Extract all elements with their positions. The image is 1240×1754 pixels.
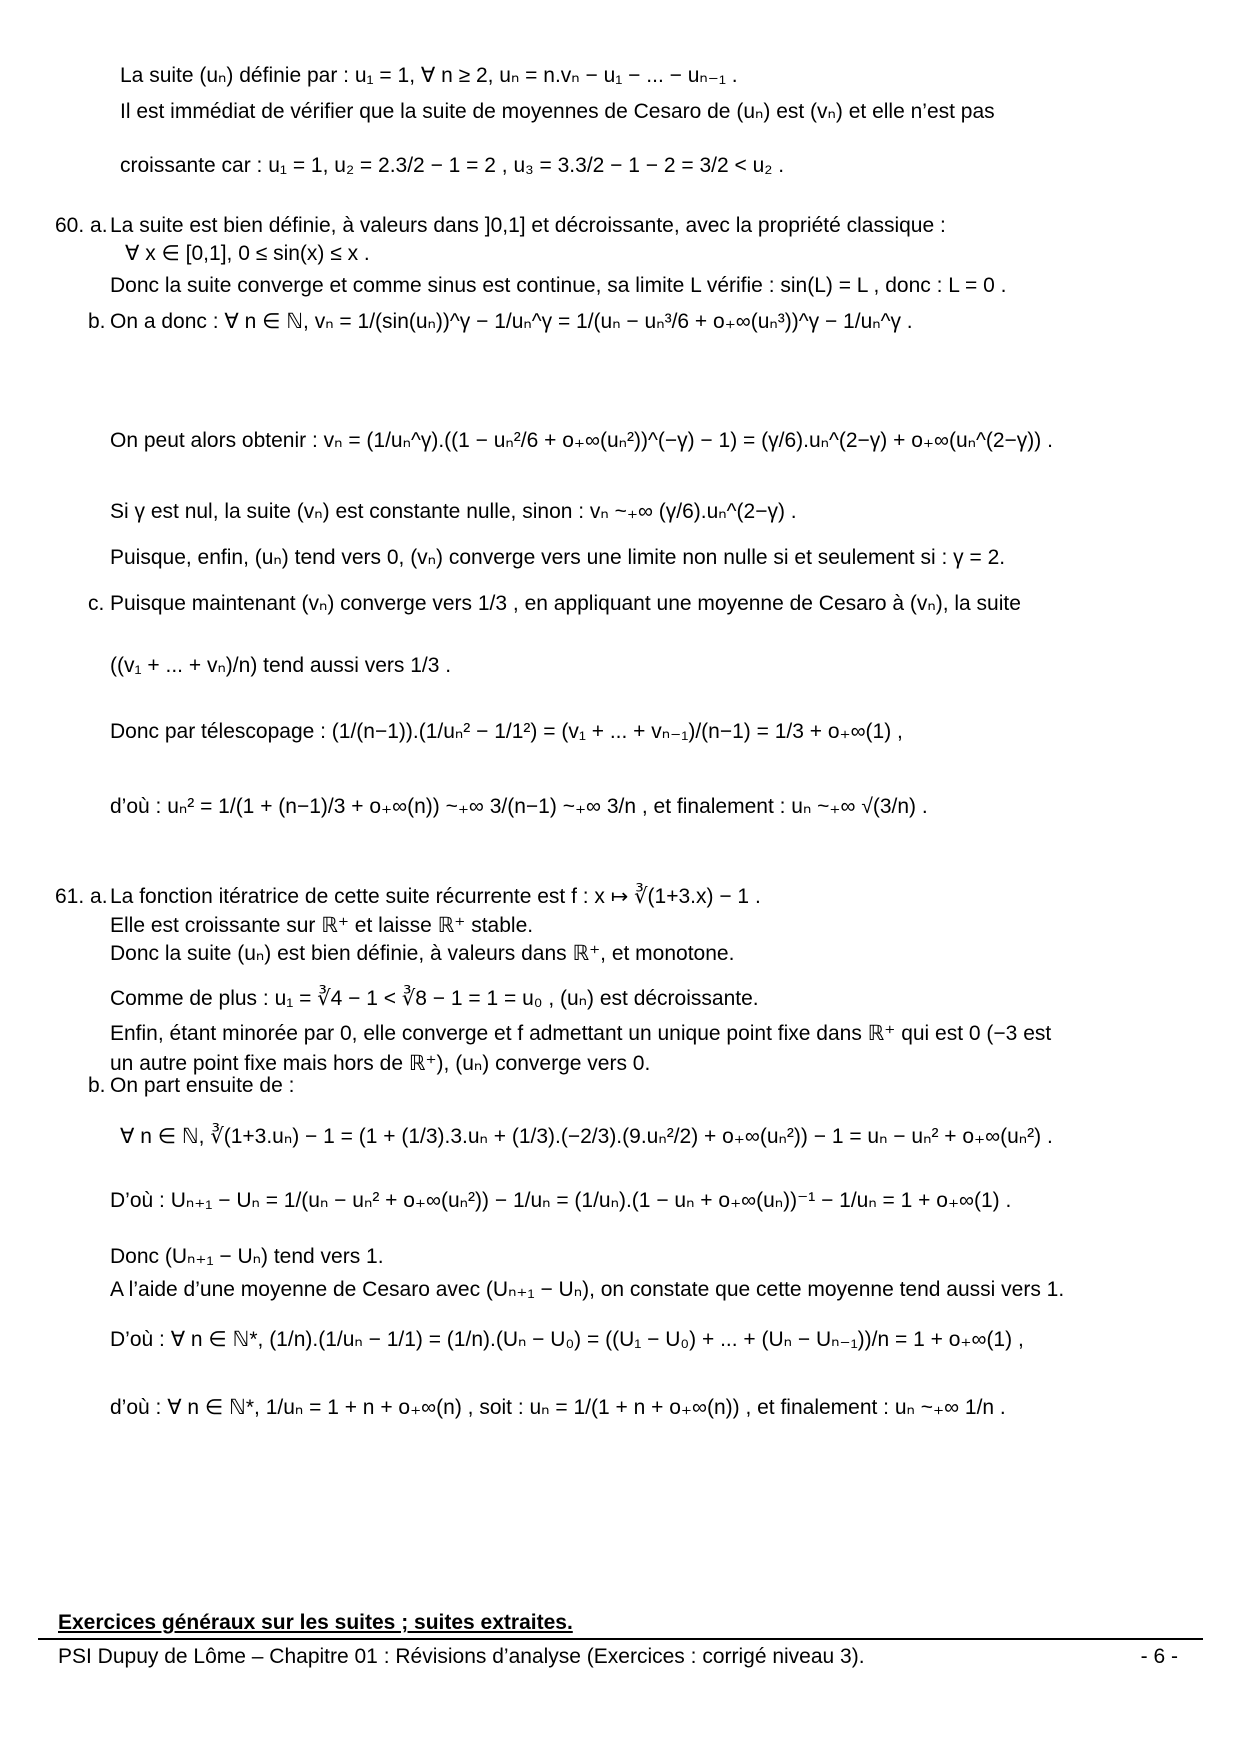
page-footer	[58, 1645, 1178, 1669]
item-number-n61b2: On part ensuite de :	[110, 1074, 295, 1097]
text-line-l01: La suite (uₙ) définie par : u₁ = 1, ∀ n ≥ 2, uₙ = n.vₙ − u₁ − ... − uₙ₋₁ .	[120, 64, 738, 87]
text-line-l02: Il est immédiat de vérifier que la suite de moyennes de Cesaro de (uₙ) est (vₙ) et elle n’est pas	[120, 100, 995, 123]
text-line-l21: ∀ n ∈ ℕ, ∛(1+3.uₙ) − 1 = (1 + (1/3).3.uₙ + (1/3).(−2/3).(9.uₙ²/2) + o₊∞(uₙ²)) − 1 = uₙ − uₙ² + o₊∞(uₙ²) .	[120, 1125, 1053, 1148]
text-line-l09: Si γ est nul, la suite (vₙ) est constante nulle, sinon : vₙ ~₊∞ (γ/6).uₙ^(2−γ) .	[110, 500, 797, 523]
text-line-l20: un autre point fixe mais hors de ℝ⁺), (uₙ) converge vers 0.	[110, 1052, 651, 1075]
text-line-l15: La fonction itératrice de cette suite récurrente est f : x ↦ ∛(1+3.x) − 1 .	[110, 885, 761, 908]
section-heading: Exercices généraux sur les suites ; suites extraites.	[58, 1611, 573, 1634]
item-number-n60a: 60. a.	[55, 214, 108, 237]
text-line-l06: Donc la suite converge et comme sinus est continue, sa limite L vérifie : sin(L) = L , donc : L = 0 .	[110, 274, 1007, 297]
text-line-l03: croissante car : u₁ = 1, u₂ = 2.3/2 − 1 = 2 , u₃ = 3.3/2 − 1 − 2 = 3/2 < u₂ .	[120, 154, 785, 177]
item-number-n61b: b.	[88, 1074, 106, 1097]
text-line-l04: La suite est bien définie, à valeurs dans ]0,1] et décroissante, avec la propriété classique :	[110, 214, 946, 237]
page-number: - 6 -	[1140, 1645, 1178, 1668]
text-line-l22: D’où : Uₙ₊₁ − Uₙ = 1/(uₙ − uₙ² + o₊∞(uₙ²)) − 1/uₙ = (1/uₙ).(1 − uₙ + o₊∞(uₙ))⁻¹ − 1/uₙ = 1 + o₊∞(1) .	[110, 1189, 1012, 1212]
item-number-n60c: c.	[88, 592, 105, 615]
footer-text: PSI Dupuy de Lôme – Chapitre 01 : Révisions d’analyse (Exercices : corrigé niveau 3).	[58, 1645, 865, 1668]
text-line-l16: Elle est croissante sur ℝ⁺ et laisse ℝ⁺ stable.	[110, 914, 534, 937]
item-number-n60b: b.	[88, 310, 106, 333]
text-line-l18: Comme de plus : u₁ = ∛4 − 1 < ∛8 − 1 = 1 = u₀ , (uₙ) est décroissante.	[110, 987, 759, 1010]
text-line-l17: Donc la suite (uₙ) est bien définie, à valeurs dans ℝ⁺, et monotone.	[110, 942, 735, 965]
text-line-l23: Donc (Uₙ₊₁ − Uₙ) tend vers 1.	[110, 1245, 384, 1268]
text-line-l14: d’où : uₙ² = 1/(1 + (n−1)/3 + o₊∞(n)) ~₊∞ 3/(n−1) ~₊∞ 3/n , et finalement : uₙ ~₊∞ √(3/n) .	[110, 795, 928, 818]
text-line-l25: D’où : ∀ n ∈ ℕ*, (1/n).(1/uₙ − 1/1) = (1/n).(Uₙ − U₀) = ((U₁ − U₀) + ... + (Uₙ − Uₙ₋₁))/n = 1 + o₊∞(1) ,	[110, 1328, 1024, 1351]
text-line-l24: A l’aide d’une moyenne de Cesaro avec (Uₙ₊₁ − Uₙ), on constate que cette moyenne tend aussi vers 1.	[110, 1278, 1065, 1301]
text-line-l07: On a donc : ∀ n ∈ ℕ, vₙ = 1/(sin(uₙ))^γ − 1/uₙ^γ = 1/(uₙ − uₙ³/6 + o₊∞(uₙ³))^γ − 1/uₙ^γ .	[110, 310, 913, 333]
item-number-n61a: 61. a.	[55, 885, 108, 908]
text-line-l10: Puisque, enfin, (uₙ) tend vers 0, (vₙ) converge vers une limite non nulle si et seulement si : γ = 2.	[110, 546, 1006, 569]
text-line-l13: Donc par télescopage : (1/(n−1)).(1/uₙ² − 1/1²) = (v₁ + ... + vₙ₋₁)/(n−1) = 1/3 + o₊∞(1) ,	[110, 720, 903, 743]
footer-rule	[38, 1638, 1203, 1640]
text-line-l11: Puisque maintenant (vₙ) converge vers 1/3 , en appliquant une moyenne de Cesaro à (vₙ), la suite	[110, 592, 1021, 615]
text-line-l05: ∀ x ∈ [0,1], 0 ≤ sin(x) ≤ x .	[125, 242, 370, 265]
text-line-l26: d’où : ∀ n ∈ ℕ*, 1/uₙ = 1 + n + o₊∞(n) , soit : uₙ = 1/(1 + n + o₊∞(n)) , et finalement : uₙ ~₊∞ 1/n .	[110, 1396, 1006, 1419]
text-line-l08: On peut alors obtenir : vₙ = (1/uₙ^γ).((1 − uₙ²/6 + o₊∞(uₙ²))^(−γ) − 1) = (γ/6).uₙ^(2−γ) + o₊∞(uₙ^(2−γ)) .	[110, 429, 1053, 452]
text-line-l12: ((v₁ + ... + vₙ)/n) tend aussi vers 1/3 .	[110, 654, 452, 677]
text-line-l19: Enfin, étant minorée par 0, elle converge et f admettant un unique point fixe dans ℝ⁺ qui est 0 (−3 est	[110, 1022, 1052, 1045]
